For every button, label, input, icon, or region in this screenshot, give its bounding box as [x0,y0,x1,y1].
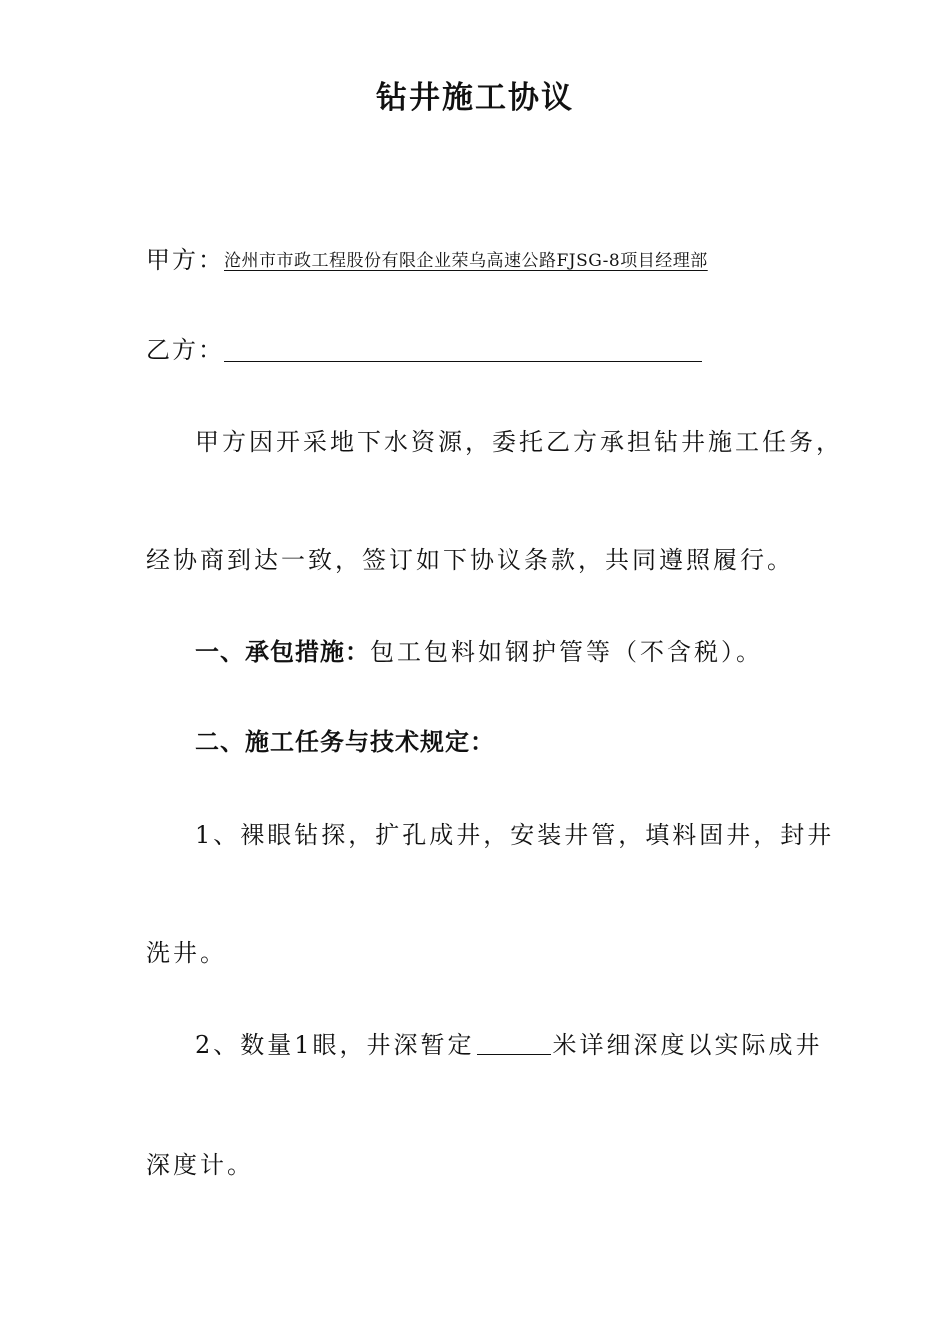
item-2-after-blank: 米详细深度以实际成井 [552,1031,823,1059]
item-2-line-1 [195,1025,823,1060]
item-2-before-blank: 2、数量1眼，井深暂定 [195,1031,475,1059]
party-a-value: 沧州市市政工程股份有限企业荣乌高速公路FJSG-8项目经理部 [224,251,708,271]
section-1-text: 包工包料如钢护管等（不含税）。 [370,638,763,666]
party-b-line [146,330,702,365]
party-b-blank-line [224,337,702,362]
item-1-line-2: 洗井。 [146,939,227,967]
depth-blank-line [477,1032,551,1055]
item-1-line-1: 1、裸眼钻探，扩孔成井，安装井管，填料固井，封井 [195,821,835,849]
document-title: 钻井施工协议 [376,80,574,116]
intro-line-1: 甲方因开采地下水资源，委托乙方承担钻井施工任务， [195,428,843,456]
party-a-label: 甲方： [146,246,224,274]
party-a-line [146,240,708,275]
section-2-heading: 二、施工任务与技术规定： [195,728,495,756]
item-2-line-2: 深度计。 [146,1151,254,1179]
section-1-heading: 一、承包措施： [195,638,370,666]
section-1 [195,632,763,667]
party-b-label: 乙方： [146,336,224,364]
intro-line-2: 经协商到达一致，签订如下协议条款，共同遵照履行。 [146,546,794,574]
